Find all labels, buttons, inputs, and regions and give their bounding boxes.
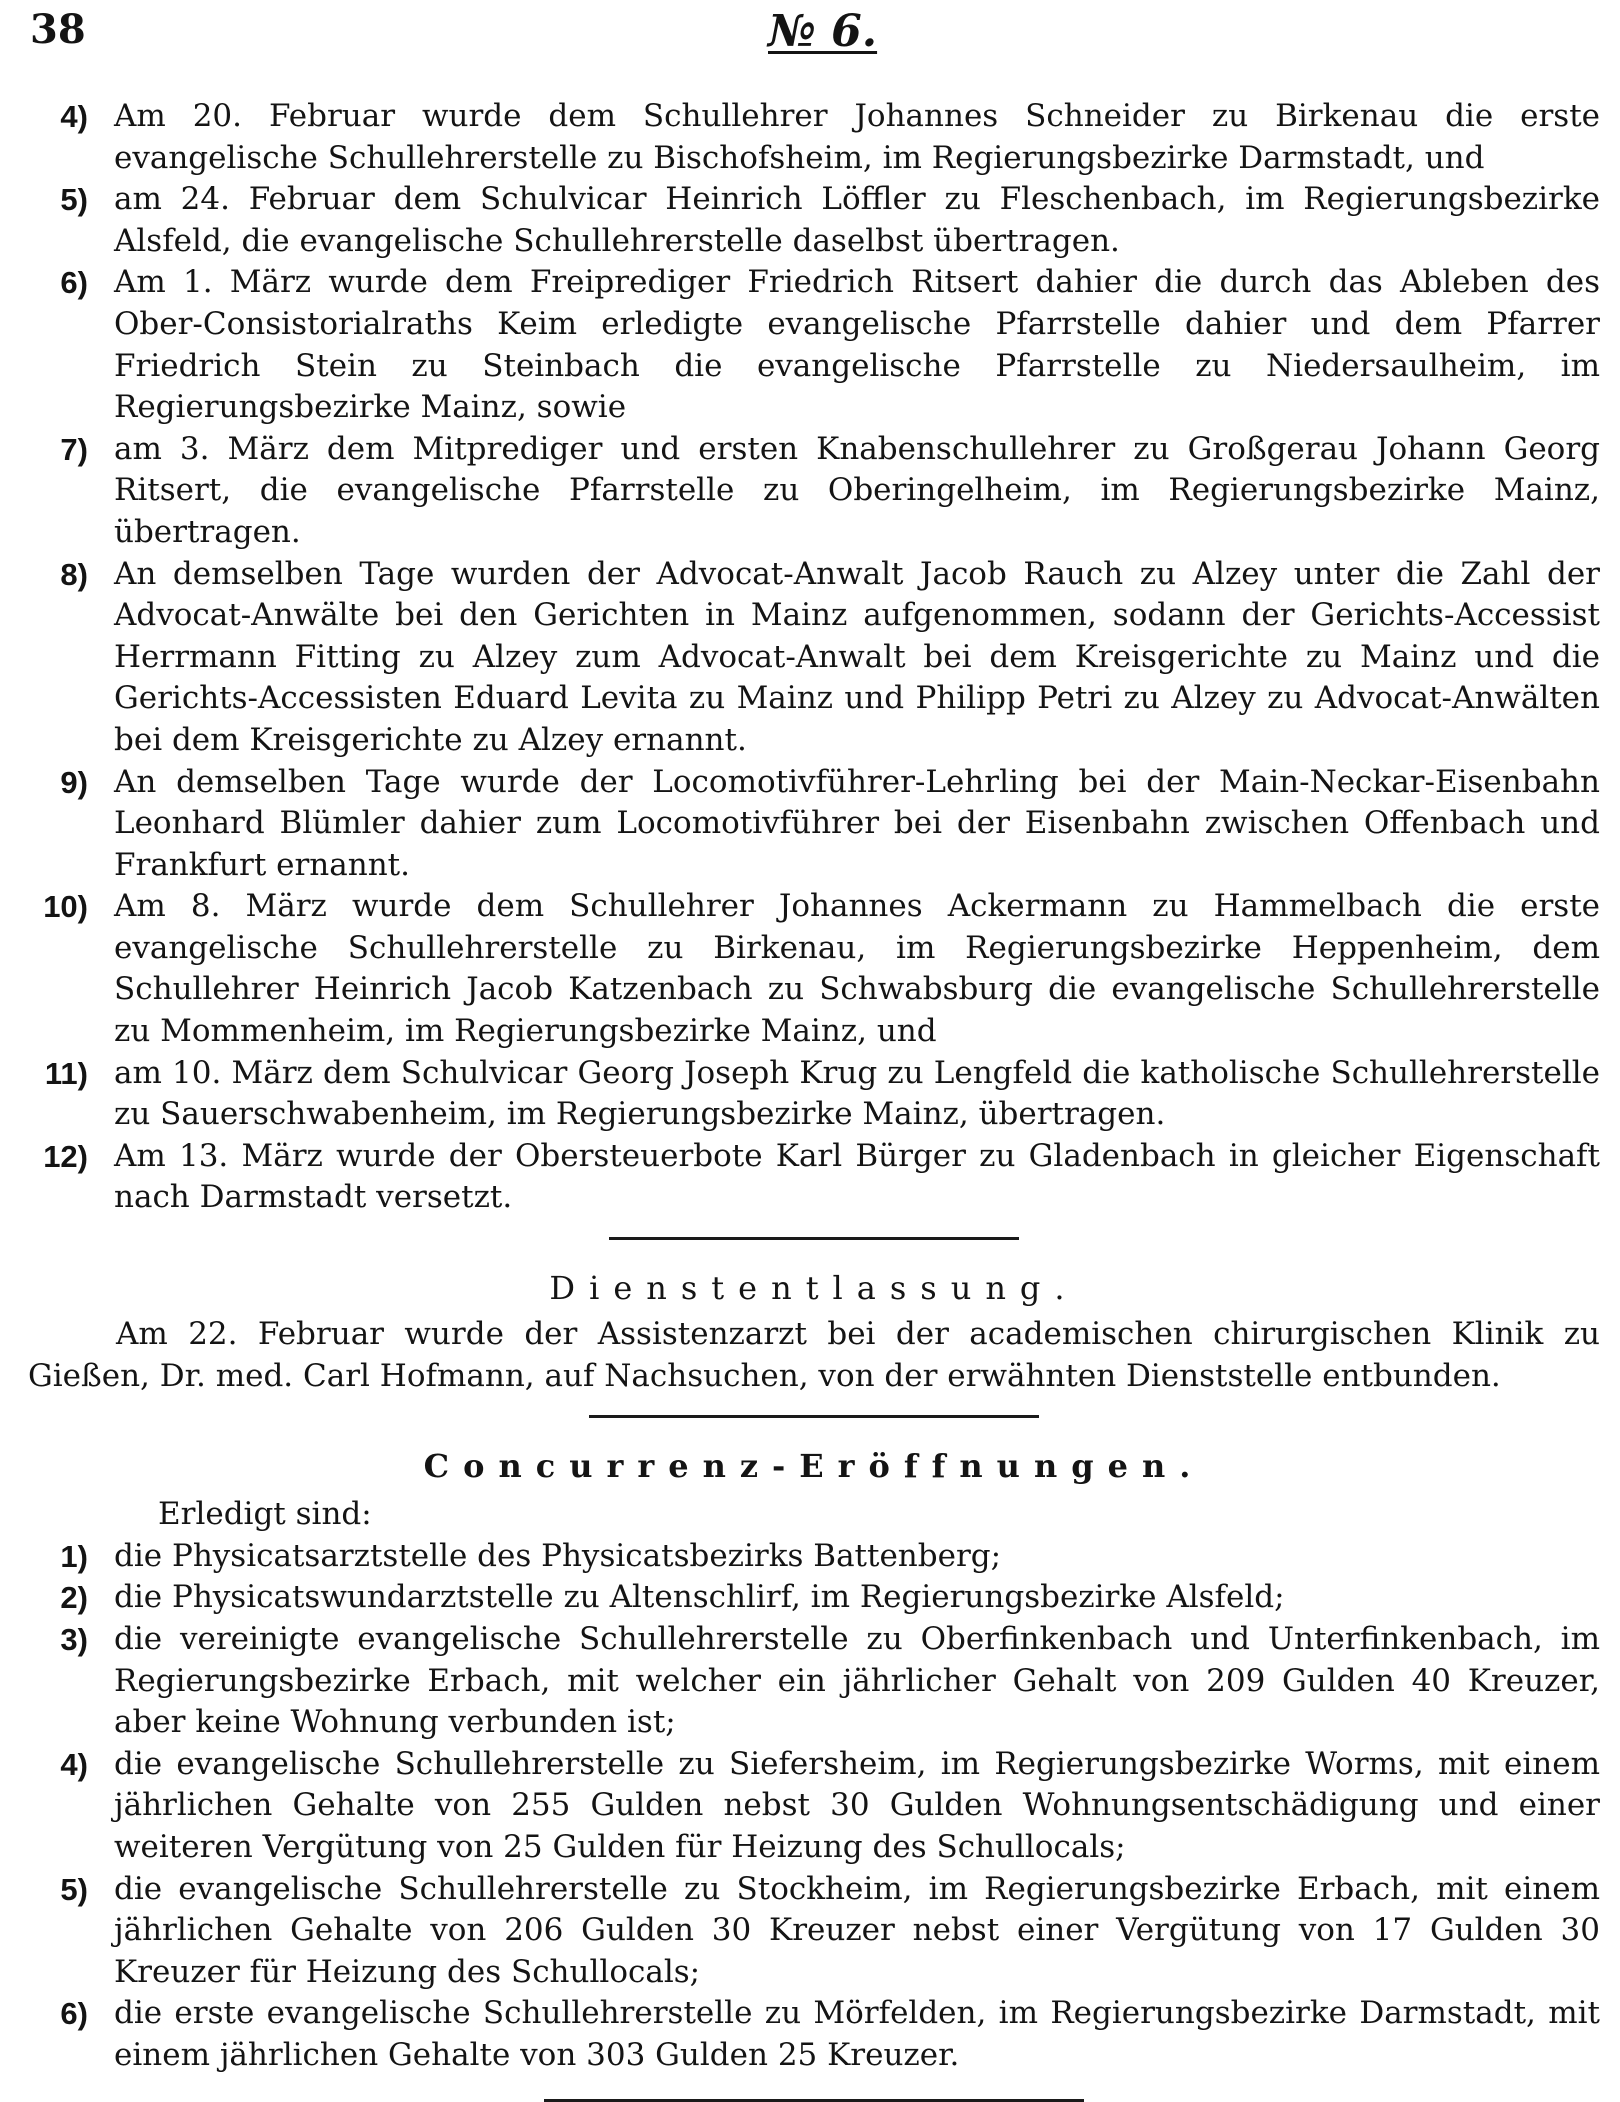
item-number: 11)	[44, 1055, 88, 1091]
item-number: 6)	[60, 1996, 88, 2032]
item-text: die evangelische Schullehrerstelle zu Siefersheim, im Regierungsbezirke Worms, mit einem jährlichen Gehalte von 255 Gulden nebst 30 Gulden Wohnungsentschädigung und einer weiteren Vergütung von 25 Gulden für Heizung des Schullocals;	[114, 1745, 1600, 1865]
item-text: An demselben Tage wurde der Locomotivführer-Lehrling bei der Main-Neckar-Eisenbahn Leonhard Blümler dahier zum Locomotivführer bei der Eisenbahn zwischen Offenbach und Frankfurt ernannt.	[114, 763, 1600, 883]
item-number: 12)	[43, 1138, 88, 1174]
dismissal-text: Am 22. Februar wurde der Assistenzarzt bei der academischen chirurgischen Klinik zu Gießen, Dr. med. Carl Hofmann, auf Nachsuchen, von der erwähnten Dienststelle entbunden.	[28, 1316, 1600, 1394]
list-item	[28, 1053, 1600, 1136]
list-item	[28, 886, 1600, 1052]
page-content	[28, 96, 1600, 2102]
item-number: 1)	[60, 1538, 88, 1574]
item-text: die evangelische Schullehrerstelle zu Stockheim, im Regierungsbezirke Erbach, mit einem jährlichen Gehalte von 206 Gulden 30 Kreuzer nebst einer Vergütung von 17 Gulden 30 Kreuzer für Heizung des Schullocals;	[114, 1870, 1600, 1990]
vacancies-intro: Erledigt sind:	[158, 1496, 372, 1533]
item-text: die erste evangelische Schullehrerstelle zu Mörfelden, im Regierungsbezirke Darmstadt, mit einem jährlichen Gehalte von 303 Gulden 25 Kreuzer.	[114, 1995, 1600, 2073]
appointments-list	[28, 96, 1600, 1219]
list-item	[28, 1993, 1600, 2076]
item-number: 3)	[60, 1622, 88, 1657]
section-divider	[609, 1237, 1019, 1240]
item-text: Am 20. Februar wurde dem Schullehrer Johannes Schneider zu Birkenau die erste evangelische Schullehrerstelle zu Bischofsheim, im Regierungsbezirke Darmstadt, und	[114, 98, 1600, 176]
item-number: 9)	[60, 764, 88, 800]
section-divider	[544, 2099, 1084, 2102]
item-number: 5)	[60, 182, 88, 218]
issue-number: № 6.	[768, 6, 878, 57]
list-item	[28, 262, 1600, 428]
item-text: die Physicatsarztstelle des Physicatsbezirks Battenberg;	[114, 1537, 1002, 1574]
item-text: die vereinigte evangelische Schullehrerstelle zu Oberfinkenbach und Unterfinkenbach, im Regierungsbezirke Erbach, mit welcher ein jährlicher Gehalt von 209 Gulden 40 Kreuzer, aber keine Wohnung verbunden ist;	[114, 1621, 1600, 1741]
list-item	[28, 429, 1600, 554]
item-text: am 3. März dem Mitprediger und ersten Knabenschullehrer zu Großgerau Johann Georg Ritsert, die evangelische Pfarrstelle zu Oberingelheim, im Regierungsbezirke Mainz, übertragen.	[114, 430, 1600, 550]
item-text: am 24. Februar dem Schulvicar Heinrich Löffler zu Fleschenbach, im Regierungsbezirke Alsfeld, die evangelische Schullehrerstelle daselbst übertragen.	[114, 181, 1600, 259]
item-number: 10)	[43, 889, 88, 925]
item-number: 7)	[60, 431, 88, 467]
item-text: Am 8. März wurde dem Schullehrer Johannes Ackermann zu Hammelbach die erste evangelische Schullehrerstelle zu Birkenau, im Regierungsbezirke Heppenheim, dem Schullehrer Heinrich Jacob Katzenbach zu Schwabsburg die evangelische Schullehrerstelle zu Mommenheim, im Regierungsbezirke Mainz, und	[114, 888, 1600, 1050]
item-number: 4)	[60, 99, 88, 134]
item-text: Am 1. März wurde dem Freiprediger Friedrich Ritsert dahier die durch das Ableben des Ober-Consistorialraths Keim erledigte evangelische Pfarrstelle dahier und dem Pfarrer Friedrich Stein zu Steinbach die evangelische Pfarrstelle zu Niedersaulheim, im Regierungsbezirke Mainz, sowie	[114, 264, 1600, 426]
item-text: am 10. März dem Schulvicar Georg Joseph Krug zu Lengfeld die katholische Schullehrerstelle zu Sauerschwabenheim, im Regierungsbezirke Mainz, übertragen.	[114, 1054, 1600, 1133]
list-item	[28, 96, 1600, 179]
list-item	[28, 554, 1600, 762]
item-number: 5)	[60, 1871, 88, 1907]
item-number: 4)	[60, 1746, 88, 1782]
section-heading-dismissal: Dienstentlassung.	[549, 1269, 1079, 1308]
list-item	[28, 762, 1600, 887]
list-item	[28, 1536, 1600, 1578]
section-divider	[589, 1415, 1039, 1418]
list-item	[28, 1136, 1600, 1219]
item-number: 2)	[60, 1580, 88, 1616]
item-number: 8)	[60, 556, 88, 592]
list-item	[28, 1577, 1600, 1619]
vacancies-list	[28, 1536, 1600, 2077]
section-heading-vacancies: Concurrenz-Eröffnungen.	[423, 1447, 1205, 1486]
page-number: 38	[30, 6, 86, 53]
list-item	[28, 1744, 1600, 1869]
item-text: die Physicatswundarztstelle zu Altenschlirf, im Regierungsbezirke Alsfeld;	[114, 1579, 1285, 1616]
list-item	[28, 1619, 1600, 1744]
item-number: 6)	[60, 265, 88, 301]
item-text: An demselben Tage wurden der Advocat-Anwalt Jacob Rauch zu Alzey unter die Zahl der Advocat-Anwälte bei den Gerichten in Mainz aufgenommen, sodann der Gerichts-Accessist Herrmann Fitting zu Alzey zum Advocat-Anwalt bei dem Kreisgerichte zu Mainz und die Gerichts-Accessisten Eduard Levita zu Mainz und Philipp Petri zu Alzey zu Advocat-Anwälten bei dem Kreisgerichte zu Alzey ernannt.	[114, 555, 1600, 758]
list-item	[28, 179, 1600, 262]
list-item	[28, 1869, 1600, 1994]
item-text: Am 13. März wurde der Obersteuerbote Karl Bürger zu Gladenbach in gleicher Eigenschaft nach Darmstadt versetzt.	[114, 1137, 1600, 1216]
